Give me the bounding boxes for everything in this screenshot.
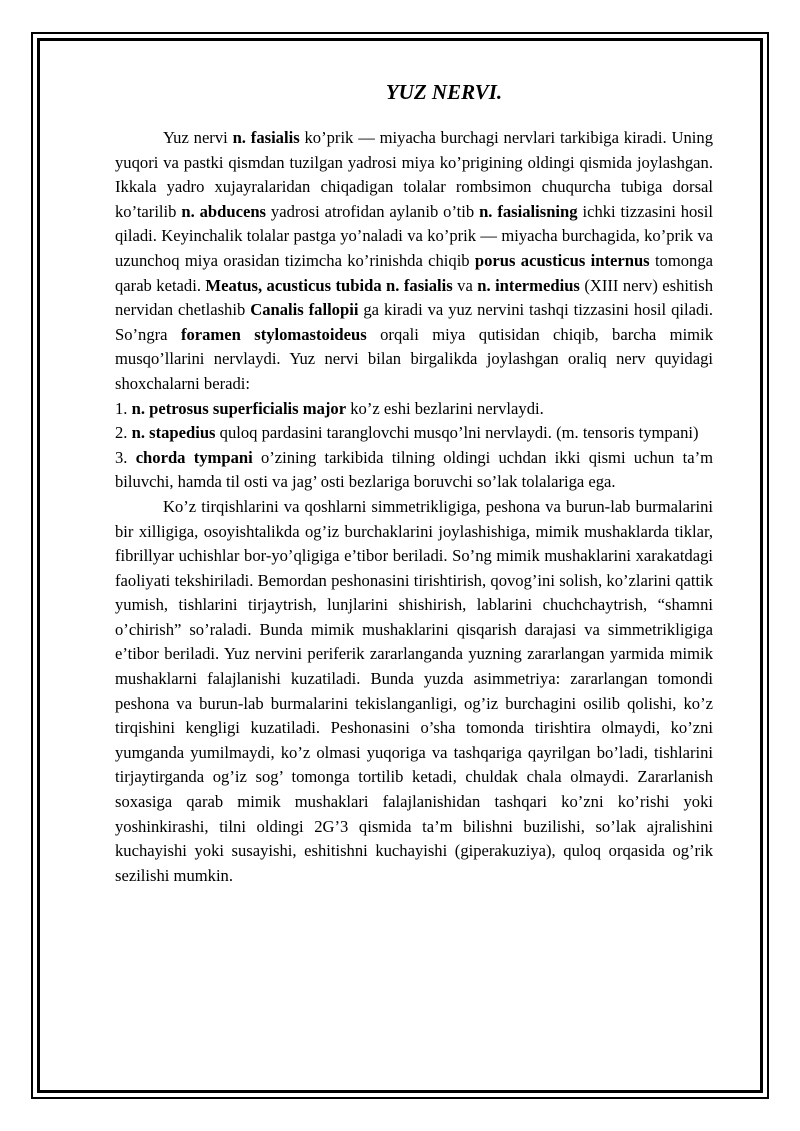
- document-body: [115, 78, 713, 888]
- list-item-2: [115, 421, 713, 446]
- text-run: (XIII nerv) eshitish nervidan chetlashib: [115, 275, 713, 320]
- bold-term: n. petrosus superficialis major: [131, 398, 347, 418]
- text-run: ko’prik — miyacha burchagi nervlari tarkibiga kiradi. Uning yuqori va pastki qismdan tuzilgan yadrosi miya ko’prigining oldingi qismida joylashgan. Ikkala yadro xujayralaridan chiqadigan tolalar rombsimon chuqurcha tubiga dorsal ko’tarilib: [115, 128, 713, 221]
- text-run: 3.: [115, 447, 136, 467]
- bold-term: n. stapedius: [131, 423, 216, 443]
- bold-term: n. intermedius: [477, 275, 580, 295]
- bold-term: n. abducens: [181, 201, 267, 221]
- text-run: Yuz nervi: [163, 128, 233, 147]
- text-run: 1.: [115, 398, 132, 418]
- text-run: orqali miya qutisidan chiqib, barcha mimik musqo’llarini nervlaydi. Yuz nervi bilan birgalikda joylashgan oraliq nerv quyidagi shoxchalarni beradi:: [115, 324, 713, 393]
- paragraph-2: Ko’z tirqishlarini va qoshlarni simmetrikligiga, peshona va burun-lab burmalarini bir xilligiga, osoyishtalikda og’iz burchaklarini joylashishiga, mimik mushaklarda tiklar, fibrillyar uchishlar bor-yo’qligiga e’tibor beriladi. So’ng mimik mushaklarini xarakatdagi faoliyati tekshiriladi. Bemordan peshonasini tirishtirish, qovog’ini solish, ko’zlarini qattik yumish, tishlarini tirjaytrish, lunjlarini shishirish, lablarini chuchchaytrish, “shamni o’chirish” so’raladi. Bunda mimik mushaklarini qisqarish darajasi va simmetrikligiga e’tibor beriladi. Yuz nervini periferik zararlanganda yuzning zararlangan yarmida mimik mushaklarni falajlanishi kuzatiladi. Bunda yuzda asimmetriya: zararlangan tomondi peshona va burun-lab burmalarini tekislanganligi, og’iz burchagini osilib qolishi, ko’z tirqishini kengligi kuzatiladi. Peshonasini o’sha tomonda tirishtira olmaydi, ko’zni yumganda yumilmaydi, ko’z olmasi yuqoriga va tashqariga qayrilgan bo’ladi, tishlarini tirjaytirganda og’iz sog’ tomonga tortilib ketadi, chuldak chala olmaydi. Zararlanish soxasiga qarab mimik mushaklari falajlanishidan tashqari ko’zni ko’rishi yoki yoshinkirashi, tilni oldingi 2G’3 qismida ta’m bilishni buzilishi, so’lak ajralishini kuchayishi yoki susayishi, eshitishni kuchayishi (giperakuziya), quloq orqasida og’rik sezilishi mumkin.: [115, 496, 713, 885]
- bold-term: n. fasialis: [232, 128, 300, 147]
- text-run: o’zining tarkibida tilning oldingi uchdan ikki qismi uchun ta’m biluvchi, hamda til osti va jag’ osti bezlariga boruvchi so’lak tolalariga ega.: [115, 447, 713, 492]
- page-title: YUZ NERVI.: [385, 80, 503, 104]
- bold-term: n. fasialisning: [479, 201, 578, 221]
- paragraph-1: [115, 126, 713, 397]
- bold-term: foramen stylomastoideus: [180, 324, 367, 344]
- bold-term: chorda tympani: [135, 447, 253, 467]
- list-item-1: [115, 397, 713, 422]
- text-run: ko’z eshi bezlarini nervlaydi.: [346, 398, 544, 418]
- text-run: va: [452, 275, 478, 295]
- list-item-3: [115, 446, 713, 495]
- bold-term: Meatus, acusticus tubida n. fasialis: [205, 275, 453, 295]
- bold-term: porus acusticus internus: [474, 250, 650, 270]
- text-run: 2.: [115, 423, 132, 443]
- text-run: yadrosi atrofidan aylanib o’tib: [266, 201, 480, 221]
- text-run: ichki tizzasini hosil qiladi. Keyinchalik tolalar pastga yo’naladi va ko’prik — miyacha burchagida, ko’prik va uzunchoq miya orasidan tizimcha ko’rinishda chiqib: [115, 201, 713, 270]
- text-run: tomonga qarab ketadi.: [115, 250, 714, 295]
- text-run: ga kiradi va yuz nervini tashqi tizzasini hosil qiladi. So’ngra: [115, 300, 714, 344]
- text-run: quloq pardasini taranglovchi musqo’lni nervlaydi. (m. tensoris tympani): [215, 423, 699, 443]
- bold-term: Canalis fallopii: [250, 300, 359, 320]
